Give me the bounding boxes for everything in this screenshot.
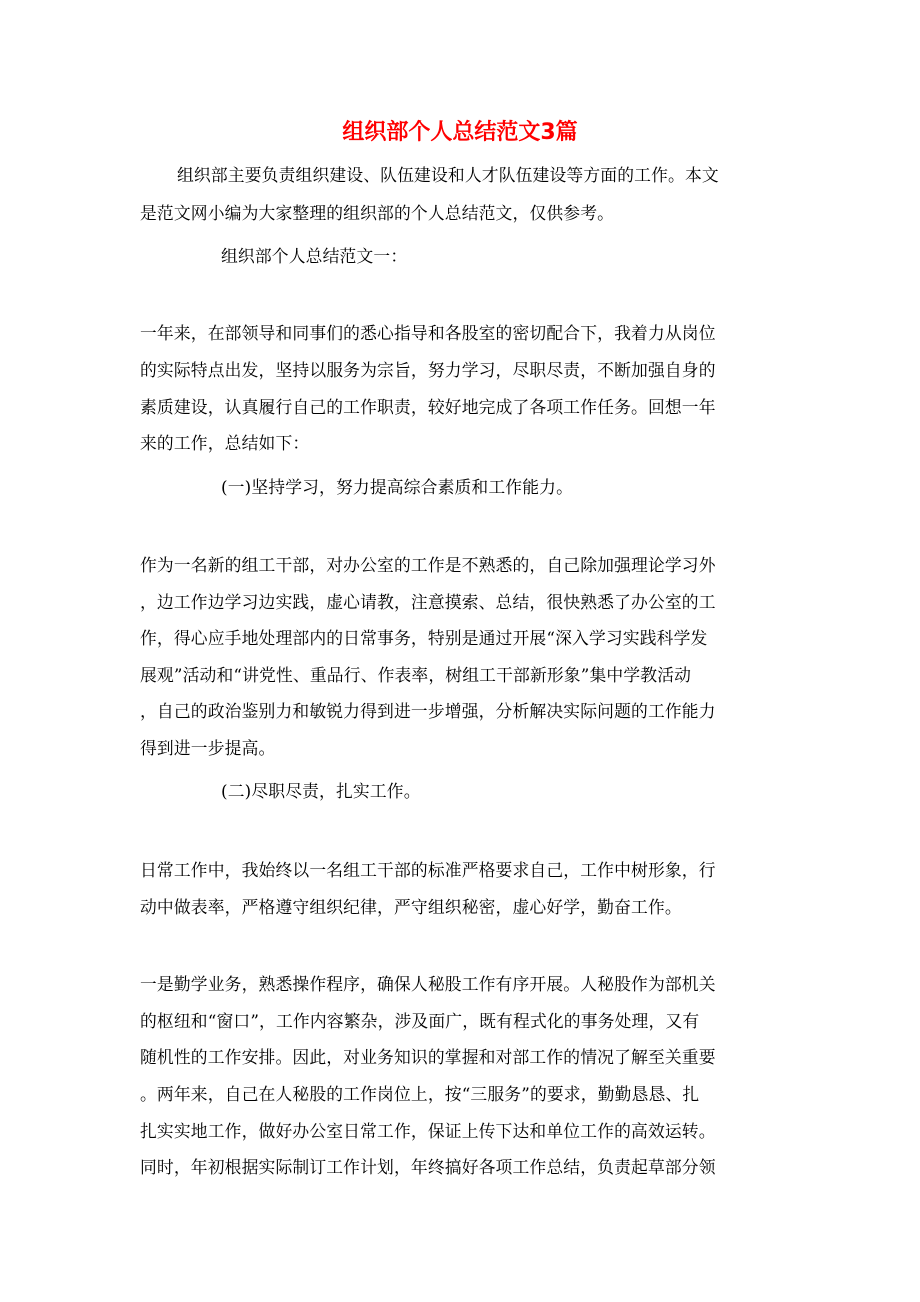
- paragraph-line: 作为一名新的组工干部，对办公室的工作是不熟悉的，自己除加强理论学习外: [140, 555, 716, 575]
- paragraph-line: 扎实实地工作，做好办公室日常工作，保证上传下达和单位工作的高效运转。: [140, 1121, 716, 1141]
- paragraph-line: 来的工作，总结如下：: [140, 433, 310, 453]
- paragraph-line: 随机性的工作安排。因此，对业务知识的掌握和对部工作的情况了解至关重要: [140, 1047, 716, 1067]
- section-heading: 组织部个人总结范文一：: [221, 246, 408, 266]
- paragraph-line: 的实际特点出发，坚持以服务为宗旨，努力学习，尽职尽责，不断加强自身的: [140, 360, 716, 380]
- paragraph-line: 一年来，在部领导和同事们的悉心指导和各股室的密切配合下，我着力从岗位: [140, 323, 716, 343]
- intro-line: 是范文网小编为大家整理的组织部的个人总结范文，仅供参考。: [140, 203, 615, 223]
- paragraph-line: 的枢纽和“窗口”，工作内容繁杂，涉及面广，既有程式化的事务处理，又有: [140, 1011, 700, 1031]
- paragraph-line: 。两年来，自己在人秘股的工作岗位上，按“三服务”的要求，勤勤恳恳、扎: [140, 1084, 700, 1104]
- paragraph-line: 展观”活动和“讲党性、重品行、作表率，树组工干部新形象”集中学教活动: [140, 665, 692, 685]
- subheading: (一)坚持学习，努力提高综合素质和工作能力。: [221, 477, 574, 497]
- paragraph-line: ，边工作边学习边实践，虚心请教，注意摸索、总结，很快熟悉了办公室的工: [140, 592, 716, 612]
- paragraph-line: 同时，年初根据实际制订工作计划，年终搞好各项工作总结，负责起草部分领: [140, 1157, 716, 1177]
- paragraph-line: ，自己的政治鉴别力和敏锐力得到进一步增强，分析解决实际问题的工作能力: [140, 701, 716, 721]
- subheading: (二)尽职尽责，扎实工作。: [221, 781, 421, 801]
- document-title: 组织部个人总结范文3篇: [342, 120, 578, 145]
- paragraph-line: 日常工作中，我始终以一名组工干部的标准严格要求自己，工作中树形象，行: [140, 860, 716, 880]
- paragraph-line: 动中做表率，严格遵守组织纪律，严守组织秘密，虚心好学，勤奋工作。: [140, 897, 682, 917]
- paragraph-line: 素质建设，认真履行自己的工作职责，较好地完成了各项工作任务。回想一年: [140, 397, 716, 417]
- intro-line: 组织部主要负责组织建设、队伍建设和人才队伍建设等方面的工作。本文: [177, 165, 719, 185]
- paragraph-line: 作，得心应手地处理部内的日常事务，特别是通过开展“深入学习实践科学发: [140, 628, 708, 648]
- paragraph-line: 得到进一步提高。: [140, 738, 276, 758]
- paragraph-line: 一是勤学业务，熟悉操作程序，确保人秘股工作有序开展。人秘股作为部机关: [140, 974, 716, 994]
